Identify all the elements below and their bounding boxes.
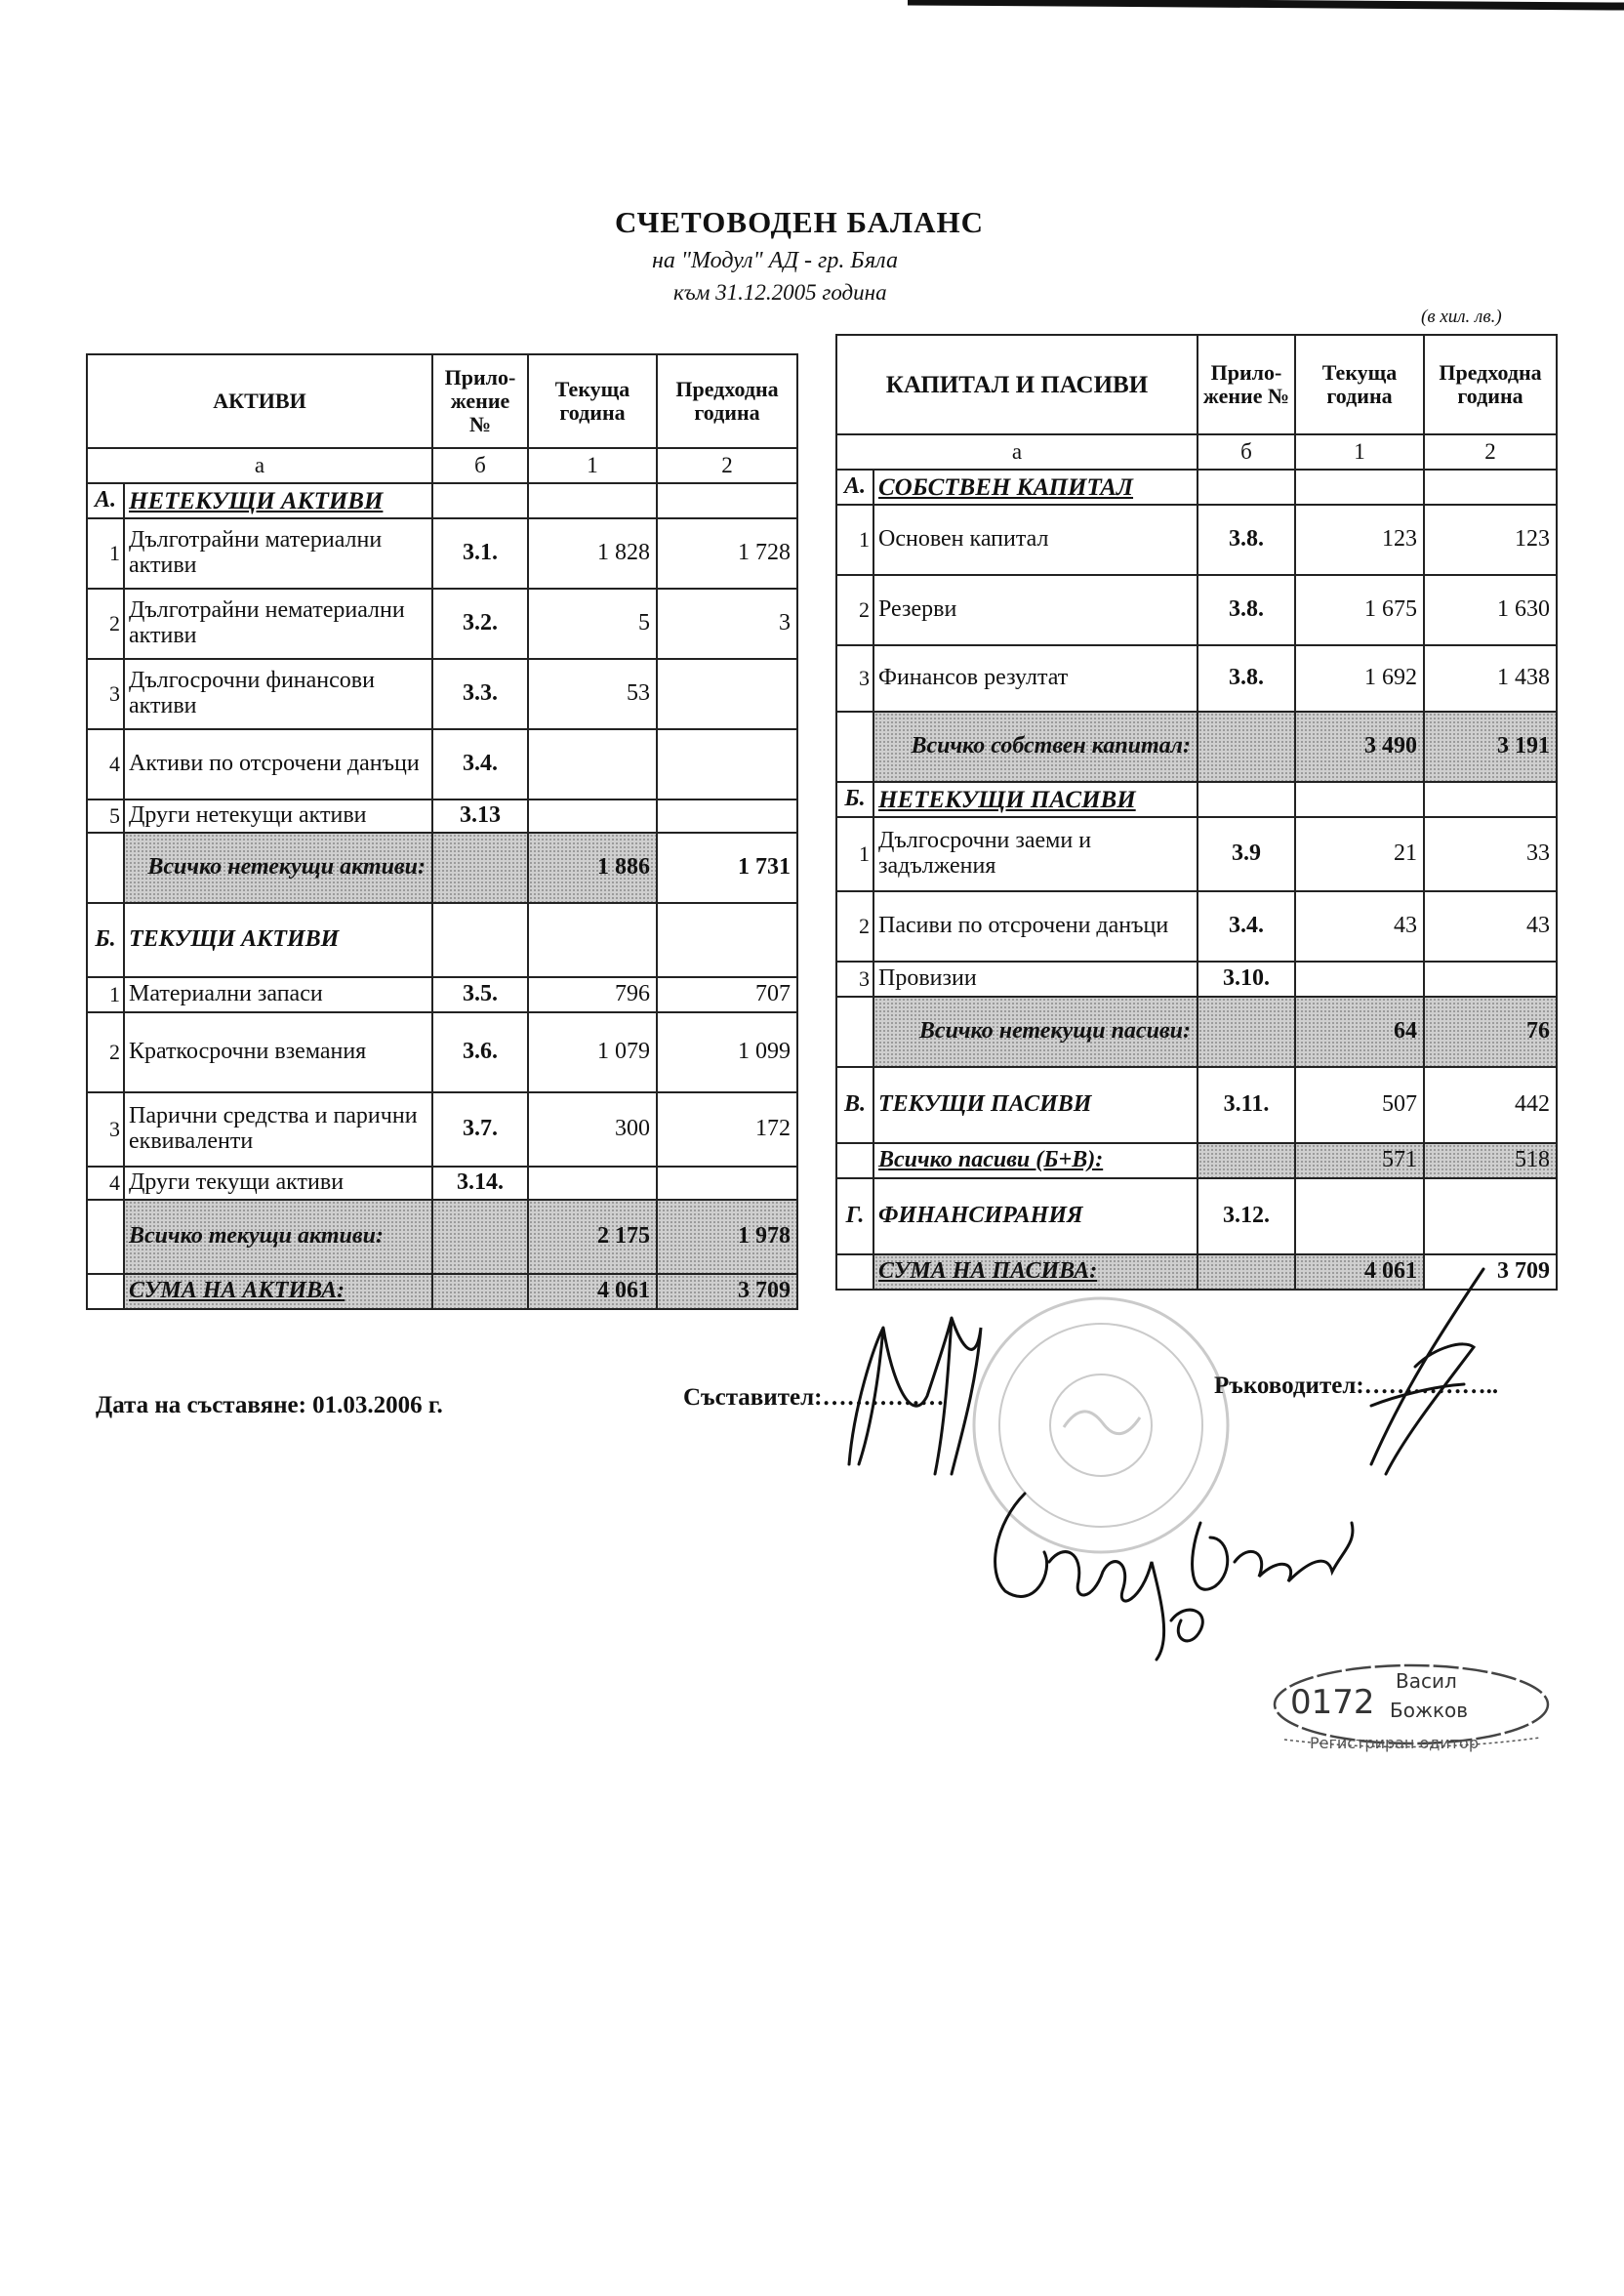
row-label: Дълготрайни материални активи [124,518,432,589]
auditor-signature-icon [995,1494,1353,1660]
grand-total-label: СУМА НА АКТИВА: [124,1274,432,1309]
row-previous: 172 [657,1092,797,1167]
row-number: 4 [87,729,124,800]
section-label: СОБСТВЕН КАПИТАЛ [873,470,1198,505]
subtotal-label: Всичко собствен капитал: [873,712,1198,782]
col-label-2: 2 [1424,434,1557,470]
liabilities-header-note: Прило-жение № [1198,335,1295,434]
row-previous: 442 [1424,1067,1557,1143]
subtotal-previous: 518 [1424,1143,1557,1178]
row-previous: 43 [1424,891,1557,962]
row-previous: 33 [1424,817,1557,891]
row-number: 1 [87,518,124,589]
grand-total-current: 4 061 [1295,1254,1424,1290]
subtotal-previous: 76 [1424,997,1557,1067]
subtotal-previous: 3 191 [1424,712,1557,782]
row-note: 3.13 [432,800,528,833]
row-previous: 1 728 [657,518,797,589]
subtotal-current: 571 [1295,1143,1424,1178]
grand-total-current: 4 061 [528,1274,657,1309]
row-label: Други нетекущи активи [124,800,432,833]
row-note: 3.1. [432,518,528,589]
row-current: 43 [1295,891,1424,962]
assets-header-previous: Предходна година [657,354,797,448]
company-seal-icon [974,1298,1228,1552]
row-previous: 3 [657,589,797,659]
row-number: 1 [836,505,873,575]
row-number: 2 [87,1012,124,1092]
row-current: 1 079 [528,1012,657,1092]
liabilities-header-current: Текуща година [1295,335,1424,434]
section-letter: А. [87,483,124,518]
section-letter: А. [836,470,873,505]
col-label-b: б [1198,434,1295,470]
row-number: 1 [87,977,124,1012]
row-current: 796 [528,977,657,1012]
row-note: 3.8. [1198,645,1295,712]
col-label-1: 1 [1295,434,1424,470]
subtotal-label: Всичко пасиви (Б+В): [873,1143,1198,1178]
row-number: 3 [87,1092,124,1167]
subtotal-current: 64 [1295,997,1424,1067]
row-note: 3.6. [432,1012,528,1092]
col-label-a: а [836,434,1198,470]
row-previous: 1 438 [1424,645,1557,712]
col-label-1: 1 [528,448,657,483]
row-note: 3.12. [1198,1178,1295,1254]
company-line: на "Модул" АД - гр. Бяла [652,248,898,273]
grand-total-previous: 3 709 [1424,1254,1557,1290]
row-current: 53 [528,659,657,729]
manager-signature-icon [1371,1269,1483,1474]
row-current: 1 675 [1295,575,1424,645]
row-note: 3.5. [432,977,528,1012]
row-note: 3.14. [432,1167,528,1200]
row-label: Дългосрочни финансови активи [124,659,432,729]
section-letter: Б. [836,782,873,817]
section-label: НЕТЕКУЩИ АКТИВИ [124,483,432,518]
row-number: 4 [87,1167,124,1200]
row-note: 3.3. [432,659,528,729]
subtotal-label: Всичко нетекущи пасиви: [873,997,1198,1067]
row-previous: 123 [1424,505,1557,575]
row-current: 5 [528,589,657,659]
unit-note: (в хил. лв.) [1421,307,1502,327]
row-previous: 1 630 [1424,575,1557,645]
col-label-a: а [87,448,432,483]
assets-header-note: Прило-жение № [432,354,528,448]
section-label: ТЕКУЩИ АКТИВИ [124,903,432,977]
row-previous: 1 099 [657,1012,797,1092]
row-number: 1 [836,817,873,891]
row-number: 2 [836,891,873,962]
row-label: Основен капитал [873,505,1198,575]
row-number: 3 [87,659,124,729]
col-label-b: б [432,448,528,483]
row-label: Пасиви по отсрочени данъци [873,891,1198,962]
subtotal-label: Всичко текущи активи: [124,1200,432,1274]
compiler-label: Съставител:…………… [683,1384,945,1411]
row-number: 2 [87,589,124,659]
row-label: Парични средства и парични еквиваленти [124,1092,432,1167]
row-number: 2 [836,575,873,645]
row-label: Материални запаси [124,977,432,1012]
assets-header-name: АКТИВИ [87,354,432,448]
row-current: 1 692 [1295,645,1424,712]
subtotal-current: 2 175 [528,1200,657,1274]
row-number: 3 [836,645,873,712]
stamp-number: 0172 [1290,1683,1375,1722]
liabilities-header-name: КАПИТАЛ И ПАСИВИ [836,335,1198,434]
compilation-date: Дата на съставяне: 01.03.2006 г. [96,1392,443,1418]
subtotal-label: Всичко нетекущи активи: [124,833,432,903]
subtotal-current: 1 886 [528,833,657,903]
row-label: Провизии [873,962,1198,997]
section-letter: В. [836,1067,873,1143]
section-label: ФИНАНСИРАНИЯ [873,1178,1198,1254]
compiler-signature-icon [849,1318,981,1474]
row-current: 300 [528,1092,657,1167]
row-label: Резерви [873,575,1198,645]
row-note: 3.10. [1198,962,1295,997]
row-note: 3.7. [432,1092,528,1167]
row-current: 123 [1295,505,1424,575]
section-label: ТЕКУЩИ ПАСИВИ [873,1067,1198,1143]
row-previous: 707 [657,977,797,1012]
period-line: към 31.12.2005 година [673,280,887,305]
row-note: 3.4. [432,729,528,800]
section-letter: Г. [836,1178,873,1254]
grand-total-label: СУМА НА ПАСИВА: [873,1254,1198,1290]
section-label: НЕТЕКУЩИ ПАСИВИ [873,782,1198,817]
row-label: Други текущи активи [124,1167,432,1200]
row-label: Финансов резултат [873,645,1198,712]
auditor-stamp [1265,1658,1558,1765]
stamp-first-name: Васил [1396,1669,1457,1693]
stamp-caption: Регистриран одитор [1310,1734,1479,1752]
row-number: 3 [836,962,873,997]
row-note: 3.9 [1198,817,1295,891]
row-note: 3.4. [1198,891,1295,962]
document-title: СЧЕТОВОДЕН БАЛАНС [615,205,984,239]
stamp-last-name: Божков [1390,1699,1469,1722]
section-letter: Б. [87,903,124,977]
grand-total-previous: 3 709 [657,1274,797,1309]
subtotal-current: 3 490 [1295,712,1424,782]
row-label: Краткосрочни вземания [124,1012,432,1092]
row-note: 3.11. [1198,1067,1295,1143]
col-label-2: 2 [657,448,797,483]
row-label: Дългосрочни заеми и задължения [873,817,1198,891]
row-label: Активи по отсрочени данъци [124,729,432,800]
subtotal-previous: 1 978 [657,1200,797,1274]
row-note: 3.8. [1198,575,1295,645]
row-number: 5 [87,800,124,833]
liabilities-header-previous: Предходна година [1424,335,1557,434]
row-note: 3.8. [1198,505,1295,575]
assets-header-current: Текуща година [528,354,657,448]
row-current: 21 [1295,817,1424,891]
subtotal-previous: 1 731 [657,833,797,903]
row-current: 507 [1295,1067,1424,1143]
manager-label: Ръководител:…………….. [1214,1373,1499,1399]
row-current: 1 828 [528,518,657,589]
row-note: 3.2. [432,589,528,659]
row-label: Дълготрайни нематериални активи [124,589,432,659]
